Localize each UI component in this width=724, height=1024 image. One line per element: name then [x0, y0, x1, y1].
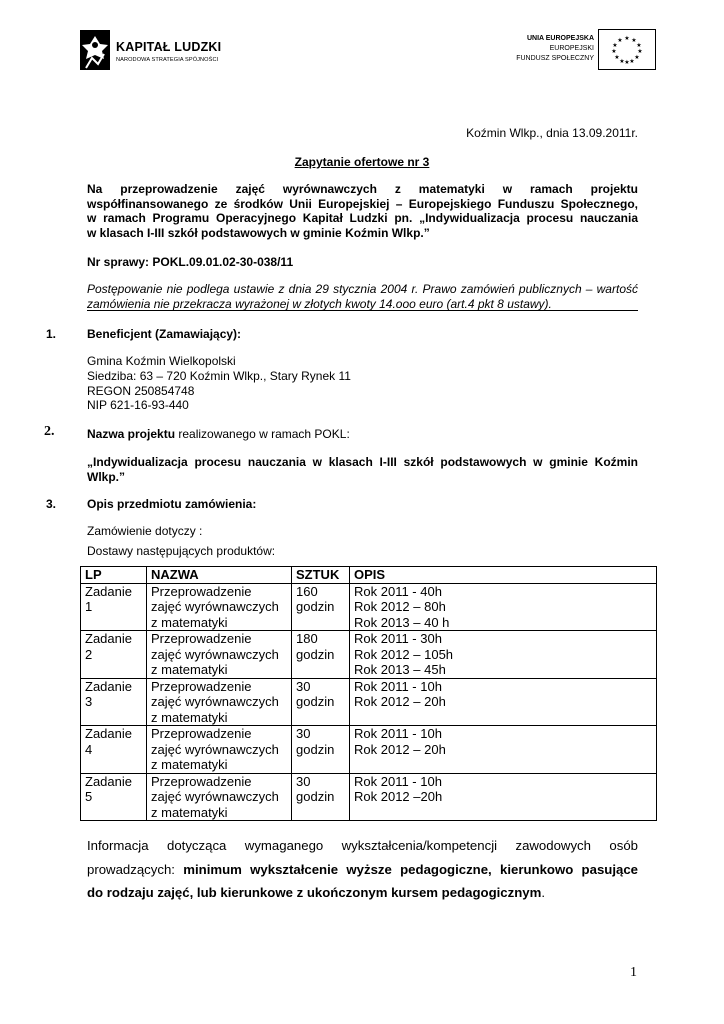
- cell-line: 3: [85, 694, 93, 709]
- section-1-number: 1.: [46, 327, 57, 341]
- svg-text:★: ★: [636, 42, 642, 49]
- cell-line: godzin: [296, 789, 335, 804]
- eu-line-2: EUROPEJSKI: [549, 45, 594, 52]
- cell-line: z matematyki: [151, 804, 228, 820]
- deliveries-line: Dostawy następujących produktów:: [87, 544, 276, 558]
- cell-line: z matematyki: [151, 662, 228, 677]
- svg-text:★: ★: [624, 35, 630, 42]
- cell-line: 30: [296, 726, 311, 741]
- kapital-ludzki-logo: [78, 24, 228, 74]
- cell-line: zajęć wyrównawczych: [151, 694, 279, 709]
- document-title: Zapytanie ofertowe nr 3: [294, 155, 430, 169]
- cell-line: 180: [296, 631, 318, 646]
- cell-line: zajęć wyrównawczych: [151, 789, 279, 804]
- cell-line: 30: [296, 678, 311, 694]
- cell-opis: [350, 678, 657, 726]
- intro-line: w ramach Programu Operacyjnego Kapitał Ludzki pn. „Indywidualizacja procesu nauczania: [87, 211, 638, 226]
- cell-line: Rok 2012 – 20h: [354, 694, 446, 709]
- beneficiary-line: Gmina Koźmin Wielkopolski: [87, 354, 236, 368]
- cell-line: 1: [85, 599, 93, 614]
- eu-line-3: FUNDUSZ SPOŁECZNY: [516, 55, 594, 62]
- info-line-1: Informacja dotycząca wymaganego wykształcenia/kompetencji zawodowych osób: [87, 838, 638, 853]
- beneficiary-line: Siedziba: 63 – 720 Koźmin Wlkp., Stary Rynek 11: [87, 368, 351, 383]
- section-2-heading-rest: realizowanego w ramach POKL:: [175, 427, 350, 441]
- cell-line: 30: [296, 773, 311, 789]
- cell-line: Zadanie: [85, 678, 132, 694]
- cell-lp: [81, 678, 147, 726]
- cell-line: Rok 2013 – 40 h: [354, 614, 450, 630]
- cell-line: Przeprowadzenie: [151, 631, 252, 646]
- eu-logo: [506, 29, 656, 74]
- table-row: [81, 678, 657, 726]
- cell-lp: [81, 583, 147, 631]
- svg-text:★: ★: [629, 58, 635, 65]
- cell-lp: [81, 631, 147, 679]
- divider: [87, 310, 638, 311]
- table-header-row: [81, 567, 657, 584]
- intro-line: w klasach I-III szkół podstawowych w gminie Koźmin Wlkp.”: [87, 225, 430, 240]
- info-line-2-bold: minimum wykształcenie wyższe pedagogiczne, kierunkowo pasujące: [183, 861, 639, 877]
- cell-line: Rok 2012 –20h: [354, 789, 443, 804]
- cell-sztuk: [292, 773, 350, 821]
- cell-line: Rok 2013 – 45h: [354, 662, 446, 677]
- cell-line: Rok 2012 – 20h: [354, 741, 446, 757]
- section-2-heading-bold: Nazwa projektu: [87, 427, 176, 441]
- table-row: [81, 583, 657, 631]
- cell-line: Rok 2011 - 30h: [354, 631, 442, 646]
- eu-flag-icon: [598, 29, 656, 70]
- cell-nazwa: [147, 631, 292, 679]
- column-header-lp: LP: [81, 567, 147, 584]
- svg-text:★: ★: [619, 58, 625, 65]
- beneficiary-details: [87, 354, 351, 413]
- cell-line: Przeprowadzenie: [151, 583, 252, 599]
- svg-text:★: ★: [637, 48, 643, 55]
- cell-sztuk: [292, 631, 350, 679]
- table-row: [81, 726, 657, 774]
- kapital-ludzki-subtitle: NARODOWA STRATEGIA SPÓJNOŚCI: [116, 57, 219, 63]
- eu-logo-text: [516, 34, 594, 64]
- table-row: [81, 631, 657, 679]
- svg-text:★: ★: [634, 54, 640, 61]
- cell-nazwa: [147, 678, 292, 726]
- section-2-number: 2.: [44, 424, 55, 439]
- svg-text:★: ★: [614, 54, 620, 61]
- cell-line: Przeprowadzenie: [151, 726, 252, 741]
- section-3-heading: Opis przedmiotu zamówienia:: [87, 497, 257, 511]
- cell-opis: [350, 583, 657, 631]
- case-number: Nr sprawy: POKL.09.01.02-30-038/11: [87, 255, 294, 269]
- cell-sztuk: [292, 726, 350, 774]
- cell-line: Rok 2011 - 40h: [354, 583, 442, 599]
- cell-opis: [350, 631, 657, 679]
- cell-line: godzin: [296, 694, 335, 709]
- cell-sztuk: [292, 583, 350, 631]
- beneficiary-line: REGON 250854748: [87, 383, 195, 398]
- cell-line: Zadanie: [85, 773, 132, 789]
- cell-line: godzin: [296, 599, 335, 614]
- kapital-ludzki-emblem-icon: [78, 24, 112, 74]
- cell-sztuk: [292, 678, 350, 726]
- cell-line: Zadanie: [85, 631, 132, 646]
- education-requirements: [87, 834, 638, 905]
- svg-text:★: ★: [611, 48, 617, 55]
- cell-nazwa: [147, 726, 292, 774]
- cell-line: zajęć wyrównawczych: [151, 646, 279, 662]
- cell-line: Przeprowadzenie: [151, 773, 252, 789]
- svg-text:★: ★: [617, 37, 623, 44]
- cell-lp: [81, 773, 147, 821]
- project-line: Wlkp.”: [87, 469, 125, 484]
- eu-line-1: UNIA EUROPEJSKA: [526, 35, 594, 42]
- cell-opis: [350, 726, 657, 774]
- legal-note: [87, 282, 638, 311]
- info-line-2-plain: prowadzących:: [87, 861, 184, 877]
- table-row: [81, 773, 657, 821]
- column-header-nazwa: NAZWA: [147, 567, 292, 584]
- section-2-heading: [87, 427, 350, 442]
- intro-line: Na przeprowadzenie zajęć wyrównawczych z matematyki w ramach projektu: [87, 182, 638, 196]
- cell-nazwa: [147, 773, 292, 821]
- cell-line: zajęć wyrównawczych: [151, 599, 279, 614]
- date-line: Koźmin Wlkp., dnia 13.09.2011r.: [466, 126, 638, 140]
- cell-line: zajęć wyrównawczych: [151, 741, 279, 757]
- cell-line: Rok 2012 – 105h: [354, 646, 454, 662]
- svg-text:★: ★: [612, 42, 618, 49]
- cell-line: 160: [296, 583, 318, 599]
- note-line: zamówienia nie przekracza wyrażonej w złotych kwoty 14.ooo euro (art.4 pkt 8 ustawy).: [87, 296, 552, 311]
- beneficiary-line: NIP 621-16-93-440: [87, 398, 189, 413]
- section-3-number: 3.: [46, 497, 57, 511]
- info-line-3-bold: do rodzaju zajęć, lub kierunkowe z ukończonym kursem pedagogicznym: [87, 885, 542, 900]
- order-concerns: Zamówienie dotyczy :: [87, 524, 203, 538]
- cell-nazwa: [147, 583, 292, 631]
- column-header-opis: OPIS: [350, 567, 657, 584]
- svg-text:★: ★: [624, 59, 630, 66]
- cell-line: 2: [85, 646, 93, 662]
- note-line: Postępowanie nie podlega ustawie z dnia 29 stycznia 2004 r. Prawo zamówień publicznych – wartość: [87, 282, 638, 296]
- cell-line: z matematyki: [151, 757, 228, 772]
- cell-line: Rok 2011 - 10h: [354, 678, 442, 694]
- page-number: 1: [630, 965, 637, 980]
- cell-line: z matematyki: [151, 709, 228, 725]
- info-line-3: [87, 881, 638, 905]
- cell-line: Rok 2012 – 80h: [354, 599, 446, 614]
- cell-line: z matematyki: [151, 614, 228, 630]
- cell-line: godzin: [296, 646, 335, 662]
- info-line-3-end: .: [541, 885, 546, 900]
- svg-text:★: ★: [631, 37, 637, 44]
- cell-line: 4: [85, 741, 93, 757]
- cell-lp: [81, 726, 147, 774]
- cell-line: godzin: [296, 741, 335, 757]
- project-line: „Indywidualizacja procesu nauczania w klasach I-III szkół podstawowych w gminie Koźmin: [87, 455, 638, 469]
- intro-line: współfinansowanego ze środków Unii Europejskiej – Europejskiego Funduszu Społecznego,: [87, 196, 638, 211]
- cell-line: Rok 2011 - 10h: [354, 726, 442, 741]
- cell-line: Przeprowadzenie: [151, 678, 252, 694]
- cell-line: Rok 2011 - 10h: [354, 773, 442, 789]
- info-line-2: [87, 858, 638, 882]
- cell-line: 5: [85, 789, 93, 804]
- kapital-ludzki-title: KAPITAŁ LUDZKI: [116, 40, 222, 54]
- products-table: [80, 566, 657, 821]
- intro-paragraph: [87, 182, 638, 240]
- section-1-heading: Beneficjent (Zamawiający):: [87, 327, 242, 341]
- column-header-sztuk: SZTUK: [292, 567, 350, 584]
- cell-line: Zadanie: [85, 726, 132, 741]
- cell-line: Zadanie: [85, 583, 132, 599]
- cell-opis: [350, 773, 657, 821]
- project-name: [87, 455, 638, 484]
